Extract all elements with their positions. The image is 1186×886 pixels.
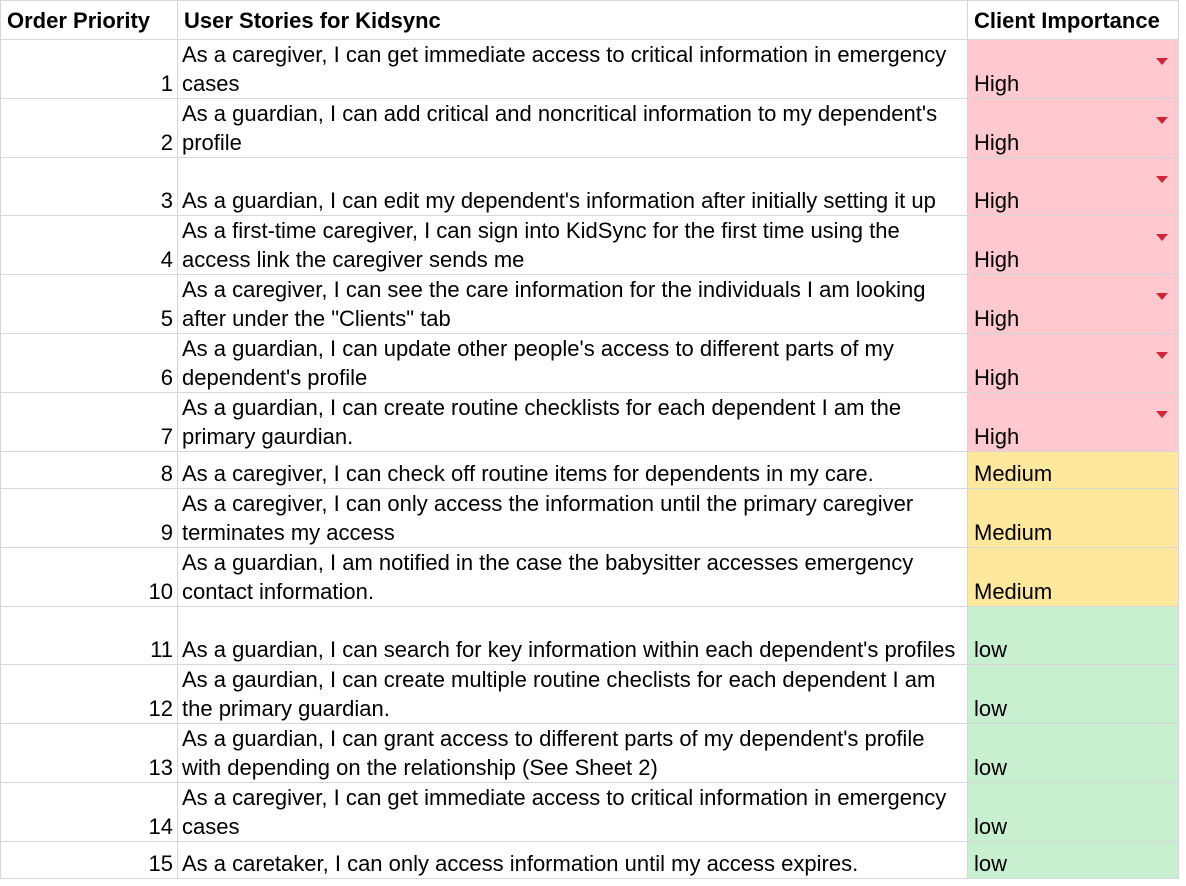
- importance-label: High: [974, 71, 1020, 96]
- user-story-cell[interactable]: As a caregiver, I can only access the information until the primary caregiver terminates my access: [178, 489, 968, 548]
- table-row: [1, 724, 1179, 783]
- table-row: [1, 665, 1179, 724]
- user-story-cell[interactable]: As a guardian, I can create routine checklists for each dependent I am the primary gaurdian.: [178, 393, 968, 452]
- client-importance-cell[interactable]: [968, 665, 1179, 724]
- user-story-cell[interactable]: As a caregiver, I can get immediate access to critical information in emergency cases: [178, 40, 968, 99]
- importance-label: low: [974, 696, 1008, 721]
- order-priority-cell[interactable]: 3: [1, 158, 178, 216]
- table-row: [1, 216, 1179, 275]
- user-story-cell[interactable]: As a caregiver, I can see the care information for the individuals I am looking after under the "Clients" tab: [178, 275, 968, 334]
- table-body: [1, 40, 1179, 879]
- user-story-cell[interactable]: As a gaurdian, I can create multiple routine checlists for each dependent I am the primary guardian.: [178, 665, 968, 724]
- importance-label: High: [974, 424, 1020, 449]
- client-importance-cell[interactable]: [968, 393, 1179, 452]
- client-importance-cell[interactable]: [968, 158, 1179, 216]
- importance-label: Medium: [974, 579, 1053, 604]
- importance-label: High: [974, 247, 1020, 272]
- importance-label: High: [974, 130, 1020, 155]
- table-row: [1, 842, 1179, 879]
- order-priority-cell[interactable]: 15: [1, 842, 178, 879]
- importance-label: low: [974, 637, 1008, 662]
- client-importance-cell[interactable]: [968, 724, 1179, 783]
- user-story-cell[interactable]: As a caregiver, I can check off routine items for dependents in my care.: [178, 452, 968, 489]
- table-row: [1, 607, 1179, 665]
- user-story-cell[interactable]: As a first-time caregiver, I can sign into KidSync for the first time using the access link the caregiver sends me: [178, 216, 968, 275]
- table-row: [1, 275, 1179, 334]
- user-story-cell[interactable]: As a guardian, I can edit my dependent's information after initially setting it up: [178, 158, 968, 216]
- importance-label: High: [974, 188, 1020, 213]
- client-importance-cell[interactable]: [968, 216, 1179, 275]
- table-row: [1, 334, 1179, 393]
- order-priority-cell[interactable]: 4: [1, 216, 178, 275]
- order-priority-cell[interactable]: 7: [1, 393, 178, 452]
- client-importance-cell[interactable]: [968, 275, 1179, 334]
- client-importance-cell[interactable]: [968, 489, 1179, 548]
- dropdown-caret-icon[interactable]: [1156, 117, 1168, 124]
- order-priority-cell[interactable]: 6: [1, 334, 178, 393]
- dropdown-caret-icon[interactable]: [1156, 411, 1168, 418]
- order-priority-cell[interactable]: 1: [1, 40, 178, 99]
- order-priority-cell[interactable]: 8: [1, 452, 178, 489]
- client-importance-cell[interactable]: [968, 783, 1179, 842]
- order-priority-cell[interactable]: 5: [1, 275, 178, 334]
- header-row: [1, 1, 1179, 40]
- dropdown-caret-icon[interactable]: [1156, 234, 1168, 241]
- user-story-cell[interactable]: As a guardian, I am notified in the case the babysitter accesses emergency contact information.: [178, 548, 968, 607]
- order-priority-cell[interactable]: 13: [1, 724, 178, 783]
- client-importance-cell[interactable]: [968, 548, 1179, 607]
- client-importance-cell[interactable]: [968, 452, 1179, 489]
- client-importance-cell[interactable]: [968, 40, 1179, 99]
- table-row: [1, 548, 1179, 607]
- user-story-cell[interactable]: As a guardian, I can grant access to different parts of my dependent's profile with depending on the relationship (See Sheet 2): [178, 724, 968, 783]
- order-priority-cell[interactable]: 11: [1, 607, 178, 665]
- order-priority-cell[interactable]: 14: [1, 783, 178, 842]
- header-user-stories[interactable]: User Stories for Kidsync: [178, 1, 968, 40]
- table-row: [1, 40, 1179, 99]
- client-importance-cell[interactable]: [968, 334, 1179, 393]
- table-row: [1, 99, 1179, 158]
- importance-label: low: [974, 814, 1008, 839]
- order-priority-cell[interactable]: 9: [1, 489, 178, 548]
- order-priority-cell[interactable]: 12: [1, 665, 178, 724]
- table-row: [1, 489, 1179, 548]
- user-story-cell[interactable]: As a guardian, I can add critical and noncritical information to my dependent's profile: [178, 99, 968, 158]
- client-importance-cell[interactable]: [968, 99, 1179, 158]
- client-importance-cell[interactable]: [968, 842, 1179, 879]
- user-story-cell[interactable]: As a guardian, I can update other people's access to different parts of my dependent's profile: [178, 334, 968, 393]
- header-order-priority[interactable]: Order Priority: [1, 1, 178, 40]
- importance-label: High: [974, 365, 1020, 390]
- dropdown-caret-icon[interactable]: [1156, 58, 1168, 65]
- dropdown-caret-icon[interactable]: [1156, 176, 1168, 183]
- order-priority-cell[interactable]: 2: [1, 99, 178, 158]
- header-client-importance[interactable]: Client Importance: [968, 1, 1179, 40]
- client-importance-cell[interactable]: [968, 607, 1179, 665]
- user-story-cell[interactable]: As a caregiver, I can get immediate access to critical information in emergency cases: [178, 783, 968, 842]
- dropdown-caret-icon[interactable]: [1156, 352, 1168, 359]
- table-row: [1, 783, 1179, 842]
- dropdown-caret-icon[interactable]: [1156, 293, 1168, 300]
- importance-label: Medium: [974, 461, 1053, 486]
- user-story-cell[interactable]: As a caretaker, I can only access information until my access expires.: [178, 842, 968, 879]
- importance-label: High: [974, 306, 1020, 331]
- user-story-cell[interactable]: As a guardian, I can search for key information within each dependent's profiles: [178, 607, 968, 665]
- importance-label: low: [974, 755, 1008, 780]
- table-row: [1, 158, 1179, 216]
- table-row: [1, 452, 1179, 489]
- importance-label: low: [974, 851, 1008, 876]
- order-priority-cell[interactable]: 10: [1, 548, 178, 607]
- importance-label: Medium: [974, 520, 1053, 545]
- table-row: [1, 393, 1179, 452]
